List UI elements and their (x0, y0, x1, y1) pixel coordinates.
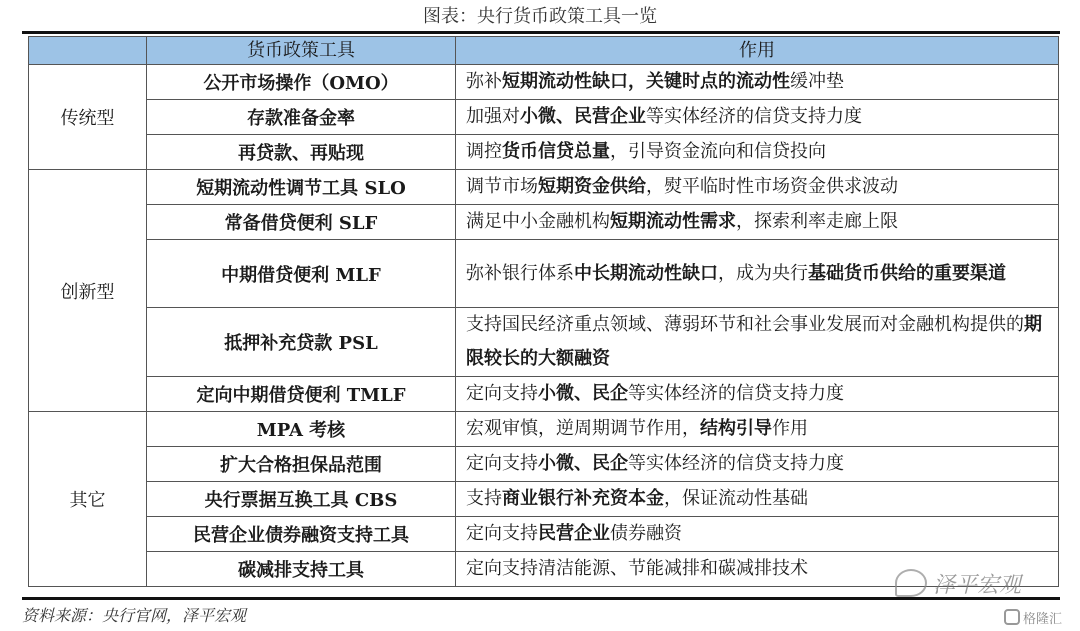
table-row (29, 308, 1059, 377)
use-emphasis-text: 结构引导 (700, 418, 772, 439)
use-emphasis-text: 小微、民企 (538, 453, 628, 474)
use-text: 满足中小金融机构 (466, 211, 610, 232)
use-text: 加强对 (466, 106, 520, 127)
table-row (29, 135, 1059, 170)
table-body (29, 65, 1059, 587)
tool-use-cell (456, 447, 1059, 482)
use-text: 缓冲垫 (790, 71, 844, 92)
tool-use-cell (456, 517, 1059, 552)
use-text: ，成为央行 (718, 262, 808, 284)
use-emphasis-text: 中长期流动性缺口 (574, 262, 718, 284)
table-header-row (29, 37, 1059, 65)
tool-use-cell (456, 308, 1059, 377)
tool-use-cell (456, 377, 1059, 412)
use-text: ，保证流动性基础 (664, 488, 808, 509)
use-text: 定向支持 (466, 523, 538, 544)
category-cell: 其它 (29, 412, 147, 587)
use-text: 弥补银行体系 (466, 262, 574, 284)
table-row (29, 482, 1059, 517)
table-row (29, 205, 1059, 240)
use-emphasis-text: 短期流动性缺口，关键时点的流动性 (502, 71, 790, 92)
use-emphasis-text: 小微、民营企业 (520, 106, 646, 127)
top-rule (22, 31, 1060, 34)
use-text: ，熨平临时性市场资金供求波动 (646, 176, 898, 197)
header-tool: 货币政策工具 (147, 37, 456, 65)
category-cell: 传统型 (29, 65, 147, 170)
header-use: 作用 (456, 37, 1059, 65)
use-emphasis-text: 基础货币供给的重要渠道 (808, 262, 1006, 284)
use-emphasis-text: 民营企业 (538, 523, 610, 544)
tool-name-cell: 中期借贷便利 MLF (147, 240, 456, 308)
use-text: ，引导资金流向和信贷投向 (610, 141, 826, 162)
tool-name-cell: 常备借贷便利 SLF (147, 205, 456, 240)
badge-text: 格隆汇 (1023, 611, 1063, 627)
tool-name-cell: 定向中期借贷便利 TMLF (147, 377, 456, 412)
category-cell: 创新型 (29, 170, 147, 412)
source-note: 资料来源：央行官网，泽平宏观 (22, 606, 247, 625)
use-text: 作用 (772, 418, 808, 439)
tool-name-cell: 公开市场操作（OMO） (147, 65, 456, 100)
use-emphasis-text: 期限较长的大额融资 (466, 314, 1042, 369)
tool-name-cell: 碳减排支持工具 (147, 552, 456, 587)
wechat-logo-icon (895, 569, 927, 597)
tool-use-cell (456, 482, 1059, 517)
tool-use-cell (456, 170, 1059, 205)
use-text: 调控 (466, 141, 502, 162)
use-emphasis-text: 短期资金供给 (538, 176, 646, 197)
tool-use-cell (456, 65, 1059, 100)
tool-name-cell: 扩大合格担保品范围 (147, 447, 456, 482)
use-text: 定向支持清洁能源、节能减排和碳减排技术 (466, 558, 808, 579)
use-text: ，探索利率走廊上限 (736, 211, 898, 232)
use-text: 弥补 (466, 71, 502, 92)
use-emphasis-text: 商业银行补充资本金 (502, 488, 664, 509)
tool-use-cell (456, 240, 1059, 308)
use-text: 等实体经济的信贷支持力度 (646, 106, 862, 127)
tool-name-cell: 抵押补充贷款 PSL (147, 308, 456, 377)
use-text: 定向支持 (466, 453, 538, 474)
use-text: 支持 (466, 488, 502, 509)
table-row (29, 170, 1059, 205)
table-row (29, 65, 1059, 100)
tool-name-cell: 再贷款、再贴现 (147, 135, 456, 170)
tool-use-cell (456, 412, 1059, 447)
tool-name-cell: 央行票据互换工具 CBS (147, 482, 456, 517)
tool-name-cell: 短期流动性调节工具 SLO (147, 170, 456, 205)
table-row (29, 100, 1059, 135)
tool-use-cell (456, 205, 1059, 240)
table-row (29, 377, 1059, 412)
chart-title: 图表：央行货币政策工具一览 (423, 6, 657, 27)
use-emphasis-text: 小微、民企 (538, 383, 628, 404)
table-row (29, 447, 1059, 482)
table-row (29, 517, 1059, 552)
tool-use-cell (456, 135, 1059, 170)
use-emphasis-text: 短期流动性需求 (610, 211, 736, 232)
use-text: 债券融资 (610, 523, 682, 544)
use-text: 等实体经济的信贷支持力度 (628, 383, 844, 404)
use-text: 支持国民经济重点领域、薄弱环节和社会事业发展而对金融机构提供的 (466, 314, 1024, 335)
tool-use-cell (456, 100, 1059, 135)
table-row (29, 240, 1059, 308)
use-text: 等实体经济的信贷支持力度 (628, 453, 844, 474)
watermark (895, 566, 1021, 600)
table-row (29, 412, 1059, 447)
use-text: 调节市场 (466, 176, 538, 197)
gelonghui-logo-icon (1004, 609, 1020, 625)
watermark-text: 泽平宏观 (933, 572, 1022, 598)
badge (1004, 606, 1062, 628)
tool-name-cell: 民营企业债券融资支持工具 (147, 517, 456, 552)
use-emphasis-text: 货币信贷总量 (502, 141, 610, 162)
policy-tools-table (28, 36, 1059, 587)
tool-name-cell: 存款准备金率 (147, 100, 456, 135)
use-text: 定向支持 (466, 383, 538, 404)
use-text: 宏观审慎，逆周期调节作用， (466, 418, 700, 439)
header-blank (29, 37, 147, 65)
tool-name-cell: MPA 考核 (147, 412, 456, 447)
